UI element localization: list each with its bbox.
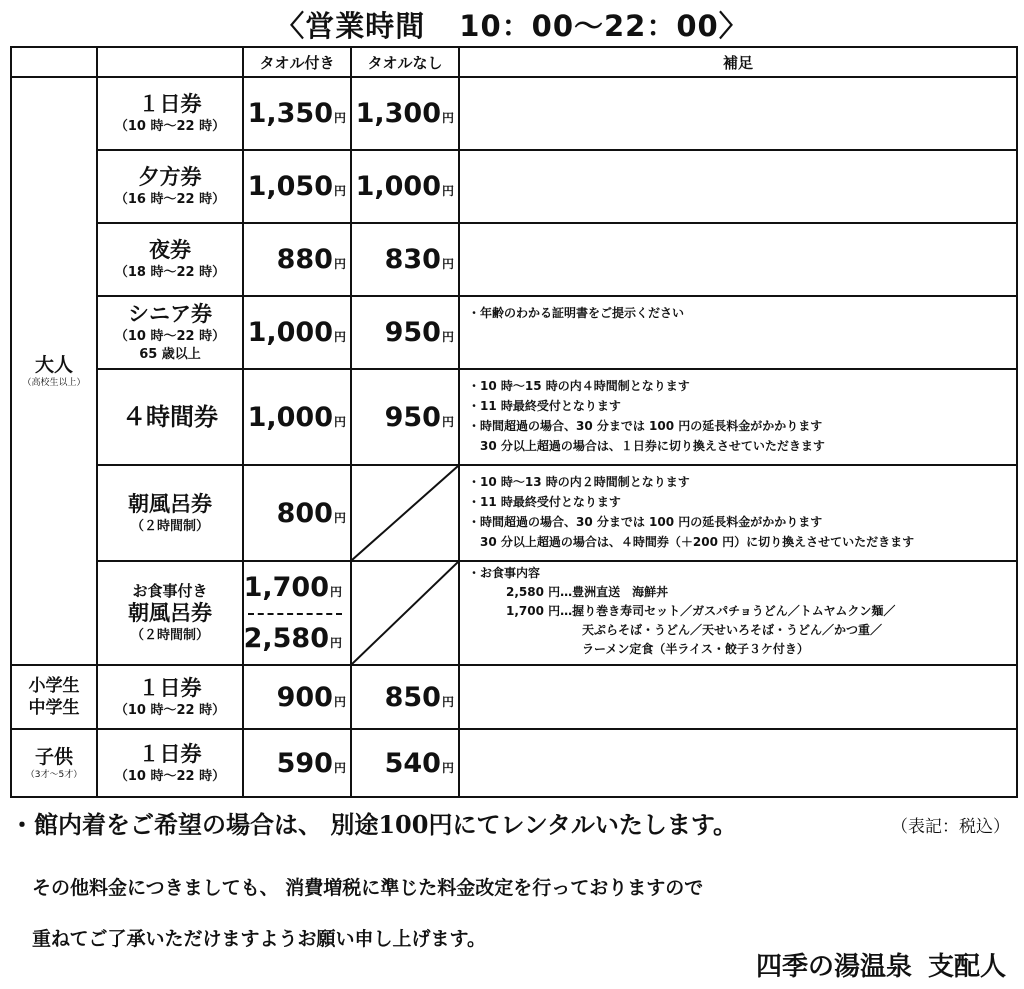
note-cell: [459, 561, 1017, 665]
group-sub: （3才〜5才）: [25, 770, 83, 780]
group-name: 小学生: [28, 676, 80, 696]
table-row: [11, 296, 1017, 369]
table-row: [11, 465, 1017, 561]
price-towel: 590円: [243, 729, 351, 797]
note-line: ・時間超過の場合、30 分までは 100 円の延長料金がかかります: [468, 419, 823, 433]
table-row: [11, 369, 1017, 465]
ticket-hours: （２時間制）: [130, 518, 209, 534]
header-towel: タオル付き: [243, 47, 351, 77]
signature: [756, 946, 1006, 983]
price-revision-notice: その他料金につきましても、 消費増税に準じた料金改定を行っておりますので: [32, 877, 704, 899]
ticket-hours: （10 時〜22 時）: [114, 702, 226, 718]
ticket-name: 朝風呂券: [128, 600, 212, 625]
rental-notice: ・館内着をご希望の場合は、 別途100円にてレンタルいたします。: [10, 810, 737, 839]
diagonal-slash-icon: [352, 562, 458, 664]
price-no-towel: 950円: [351, 369, 459, 465]
ticket-name: 朝風呂券: [128, 491, 212, 516]
price-towel: 1,000円: [243, 296, 351, 369]
ticket-hours: （18 時〜22 時）: [114, 265, 226, 280]
table-row: [11, 223, 1017, 296]
group-student: [11, 665, 97, 729]
note-cell: [459, 665, 1017, 729]
ticket-name: シニア券: [128, 302, 212, 326]
ticket-hours: （10 時〜22 時）: [114, 119, 226, 134]
note-cell: [459, 465, 1017, 561]
ticket-age: 65 歳以上: [139, 347, 201, 362]
price-towel: 800円: [243, 465, 351, 561]
price-no-towel: 950円: [351, 296, 459, 369]
hours-value: 10：00〜22：00〉: [459, 9, 749, 43]
ticket-prefix: お食事付き: [132, 581, 208, 600]
note-line: ・年齢のわかる証明書をご提示ください: [468, 306, 685, 320]
table-row: [11, 729, 1017, 797]
header-empty-group: [11, 47, 97, 77]
price-no-towel: 1,000円: [351, 150, 459, 223]
ticket-name: １日券: [138, 741, 202, 766]
note-cell: [459, 369, 1017, 465]
price-towel: 1,050円: [243, 150, 351, 223]
ticket-cell: [97, 665, 243, 729]
fee-table: [10, 46, 1018, 798]
apology-notice: 重ねてご了承いただけますようお願い申し上げます。: [32, 928, 487, 950]
price-towel: 1,000円: [243, 369, 351, 465]
note-cell: [459, 150, 1017, 223]
table-header-row: [11, 47, 1017, 77]
group-sub: （高校生以上）: [22, 378, 86, 388]
signature-role: 支配人: [927, 952, 1006, 982]
ticket-name: １日券: [138, 92, 202, 116]
group-adult: [11, 77, 97, 665]
ticket-hours: （２時間制）: [130, 627, 209, 643]
price-no-towel: 850円: [351, 665, 459, 729]
note-cell: [459, 77, 1017, 150]
price-towel: 1,350円: [243, 77, 351, 150]
note-line: 1,700 円…握り巻き寿司セット／ガスパチョうどん／トムヤムクン麺／: [506, 604, 896, 618]
note-line: ・10 時〜15 時の内４時間制となります: [468, 379, 690, 393]
ticket-cell: [97, 561, 243, 665]
note-cell: [459, 223, 1017, 296]
ticket-cell: [97, 296, 243, 369]
note-line: ・10 時〜13 時の内２時間制となります: [468, 475, 690, 489]
ticket-hours: （10 時〜22 時）: [114, 329, 226, 344]
price-no-towel: 540円: [351, 729, 459, 797]
ticket-cell: [97, 77, 243, 150]
note-line: 2,580 円…豊洲直送 海鮮丼: [506, 585, 669, 599]
table-row: [11, 150, 1017, 223]
ticket-name: 夕方券: [138, 165, 202, 189]
group-name: 子供: [34, 746, 73, 768]
ticket-cell: [97, 729, 243, 797]
group-name: 中学生: [28, 698, 80, 718]
table-row: [11, 561, 1017, 665]
dashed-divider: [248, 613, 342, 615]
price-meal-b: 1,700: [243, 572, 329, 603]
price-towel: 900円: [243, 665, 351, 729]
header-empty-ticket: [97, 47, 243, 77]
page-title: [0, 4, 1024, 44]
note-line: 天ぷらそば・うどん／天せいろそば・うどん／かつ重／: [582, 623, 883, 637]
price-no-towel: 1,300円: [351, 77, 459, 150]
note-line: ・11 時最終受付となります: [468, 495, 621, 509]
group-child: [11, 729, 97, 797]
price-towel: 880円: [243, 223, 351, 296]
group-name: 大人: [34, 354, 73, 376]
ticket-cell: [97, 150, 243, 223]
note-line: 30 分以上超過の場合は、４時間券（＋200 円）に切り換えさせていただきます: [480, 535, 915, 549]
diagonal-slash-icon: [352, 466, 458, 560]
note-line: ・11 時最終受付となります: [468, 399, 621, 413]
price-meal-a: 2,580: [243, 623, 329, 654]
note-cell: [459, 729, 1017, 797]
ticket-name: １日券: [138, 675, 202, 700]
ticket-name: ４時間券: [122, 402, 218, 431]
note-cell: [459, 296, 1017, 369]
table-row: [11, 77, 1017, 150]
not-available-cell: [351, 561, 459, 665]
price-no-towel: 830円: [351, 223, 459, 296]
ticket-hours: （10 時〜22 時）: [114, 768, 226, 784]
ticket-cell: [97, 223, 243, 296]
signature-place: 四季の湯温泉: [755, 952, 912, 982]
note-line: ラーメン定食（半ライス・餃子３ケ付き）: [582, 642, 809, 656]
hours-label: 〈営業時間: [275, 9, 426, 43]
header-no-towel: タオルなし: [351, 47, 459, 77]
price-towel-stack: 2,580円 1,700円: [243, 561, 351, 665]
ticket-cell: [97, 465, 243, 561]
tax-note: （表記：税込）: [891, 817, 1010, 837]
note-line: ・お食事内容: [468, 566, 541, 580]
not-available-cell: [351, 465, 459, 561]
ticket-hours: （16 時〜22 時）: [114, 192, 226, 207]
ticket-cell: [97, 369, 243, 465]
header-notes: 補足: [459, 47, 1017, 77]
table-row: [11, 665, 1017, 729]
ticket-name: 夜券: [149, 238, 191, 262]
note-line: 30 分以上超過の場合は、１日券に切り換えさせていただきます: [480, 439, 825, 453]
note-line: ・時間超過の場合、30 分までは 100 円の延長料金がかかります: [468, 515, 823, 529]
